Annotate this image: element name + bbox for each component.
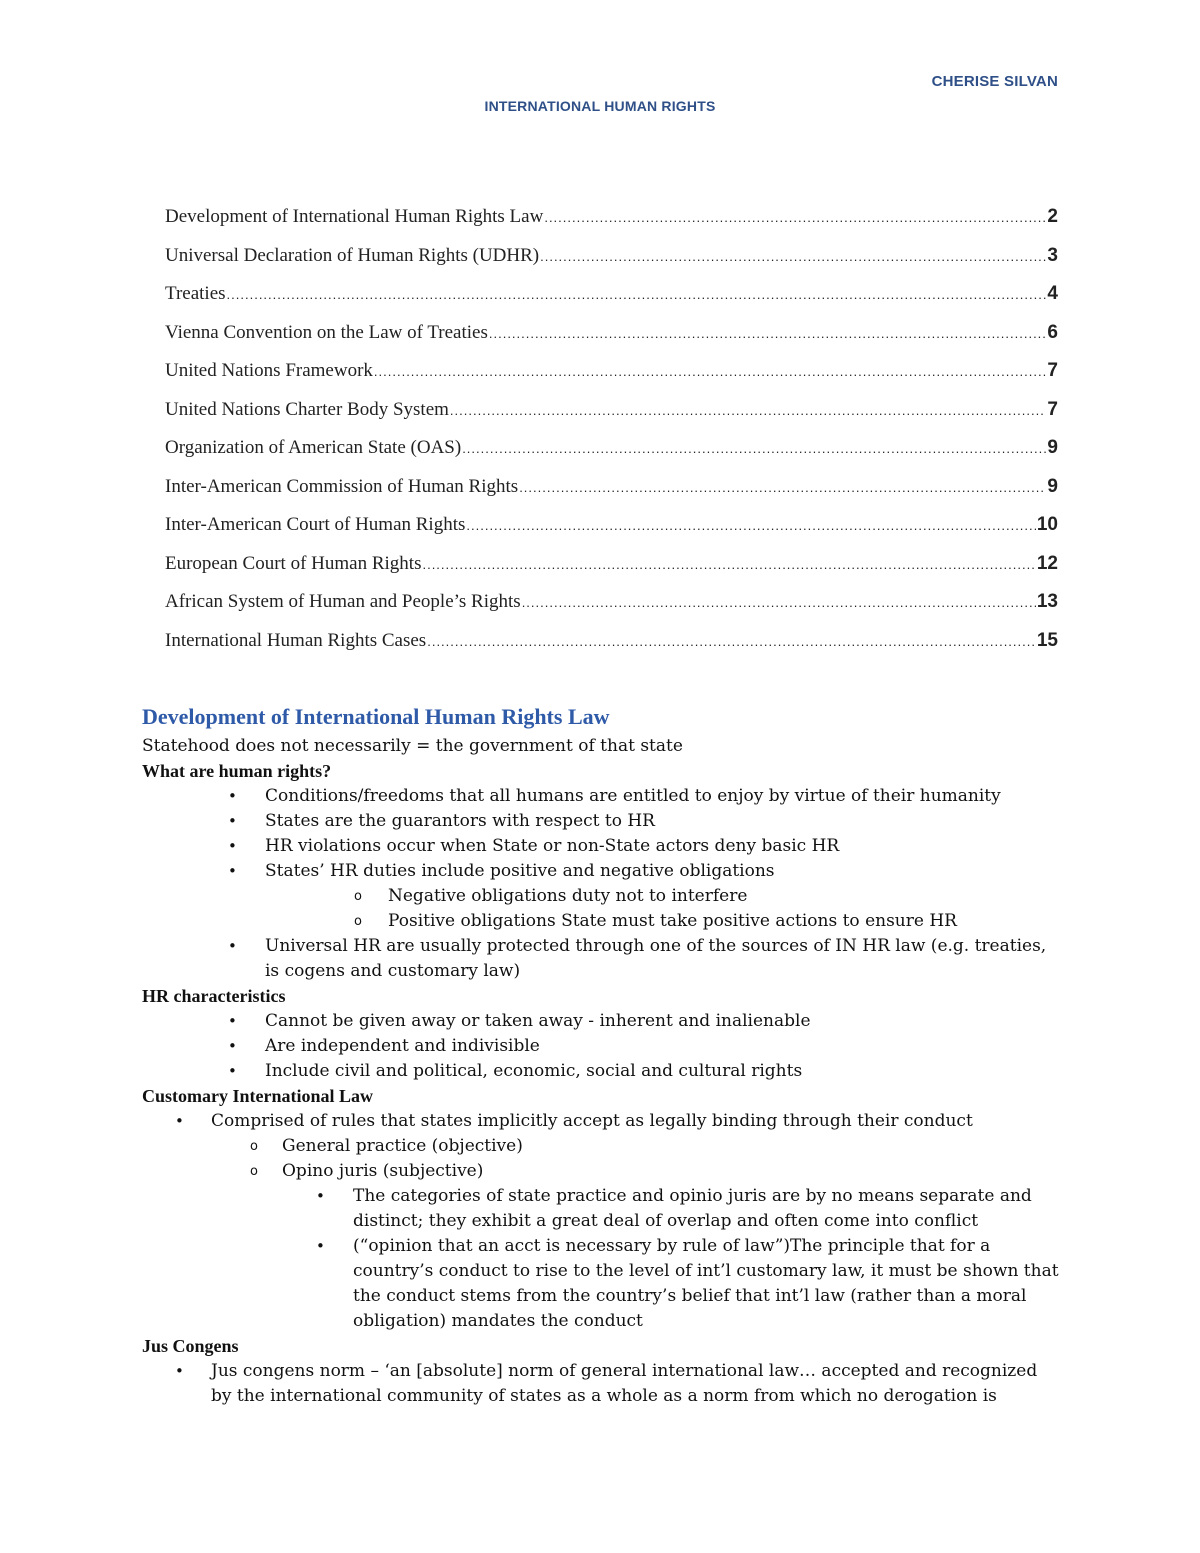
list-item [142, 1109, 1062, 1134]
section-body [142, 700, 1062, 1409]
toc-entry[interactable] [165, 553, 1058, 592]
bullet-icon: • [316, 1187, 325, 1205]
list-item [142, 1009, 1062, 1034]
toc-entry-title: Treaties [165, 283, 226, 304]
list-item-text: Are independent and indivisible [265, 1036, 540, 1056]
list-item-text: Cannot be given away or taken away - inherent and inalienable [265, 1011, 811, 1031]
toc-entry[interactable] [165, 476, 1058, 515]
toc-entry-title: United Nations Framework [165, 360, 373, 381]
bullet-icon: • [228, 1012, 237, 1030]
toc-entry[interactable] [165, 437, 1058, 476]
header-title: INTERNATIONAL HUMAN RIGHTS [484, 98, 716, 114]
list-item [142, 1359, 1062, 1409]
circle-bullet-icon: o [250, 1139, 258, 1154]
toc-entry-title: International Human Rights Cases [165, 629, 427, 651]
list-item [142, 884, 1062, 909]
bullet-icon: • [228, 862, 237, 880]
toc-entry-page: 15 [1036, 629, 1058, 651]
toc-entry-page: 9 [1047, 475, 1058, 497]
toc-leader [227, 287, 1047, 302]
subheading-human-rights: What are human rights? [142, 761, 332, 781]
bullet-icon: • [175, 1362, 184, 1380]
table-of-contents [165, 206, 1058, 668]
toc-entry-page: 7 [1047, 360, 1058, 381]
list-item [142, 909, 1062, 934]
toc-entry-title: United Nations Charter Body System [165, 398, 449, 420]
list-item-text: States’ HR duties include positive and negative obligations [265, 861, 775, 881]
bullet-icon: • [228, 937, 237, 955]
bullet-icon: • [228, 837, 237, 855]
toc-entry-title: Development of International Human Rights Law [165, 206, 544, 227]
subheading-hr-characteristics: HR characteristics [142, 986, 286, 1006]
list-item [142, 1059, 1062, 1084]
toc-entry-title: African System of Human and People’s Rights [165, 591, 521, 612]
list-item [142, 1234, 1062, 1334]
bullet-icon: • [228, 812, 237, 830]
list-item-text: The categories of state practice and opinio juris are by no means separate and distinct; they exhibit a great deal of overlap and often come into conflict [353, 1186, 1032, 1231]
toc-entry-title: Universal Declaration of Human Rights (UDHR) [165, 244, 540, 266]
toc-entry[interactable] [165, 322, 1058, 361]
subheading-customary-law: Customary International Law [142, 1086, 374, 1106]
list-item-text: (“opinion that an acct is necessary by rule of law”)The principle that for a country’s conduct to rise to the level of int’l customary law, it must be shown that the conduct stems from the country’s belief that int’l law (rather than a moral obligation) mandates the conduct [353, 1236, 1059, 1331]
toc-entry[interactable] [165, 245, 1058, 284]
list-item [142, 784, 1062, 809]
circle-bullet-icon: o [354, 889, 362, 904]
toc-entry[interactable] [165, 630, 1058, 669]
list-item [142, 1159, 1062, 1184]
circle-bullet-icon: o [354, 914, 362, 929]
bullet-icon: • [228, 1062, 237, 1080]
toc-entry-page: 3 [1047, 244, 1058, 266]
toc-entry-title: European Court of Human Rights [165, 552, 422, 574]
toc-leader [450, 403, 1047, 418]
list-item [142, 834, 1062, 859]
toc-entry[interactable] [165, 360, 1058, 399]
list-item-text: HR violations occur when State or non-State actors deny basic HR [265, 836, 840, 856]
list-item [142, 859, 1062, 884]
toc-leader [544, 210, 1046, 225]
bullet-list [142, 784, 1062, 984]
toc-entry[interactable] [165, 206, 1058, 245]
bullet-icon: • [228, 1037, 237, 1055]
list-item-text: Include civil and political, economic, social and cultural rights [265, 1061, 803, 1081]
toc-leader [462, 441, 1046, 456]
toc-leader [374, 364, 1047, 379]
toc-entry-page: 12 [1036, 552, 1058, 574]
toc-leader [422, 557, 1035, 572]
list-item-text: Opino juris (subjective) [282, 1161, 484, 1181]
toc-entry[interactable] [165, 399, 1058, 438]
toc-entry-title: Inter-American Court of Human Rights [165, 514, 466, 535]
list-item-text: Conditions/freedoms that all humans are entitled to enjoy by virtue of their humanity [265, 786, 1001, 806]
toc-entry[interactable] [165, 283, 1058, 322]
bullet-icon: • [175, 1112, 184, 1130]
circle-bullet-icon: o [250, 1164, 258, 1179]
toc-entry-title: Vienna Convention on the Law of Treaties [165, 321, 488, 343]
list-item-text: Comprised of rules that states implicitly accept as legally binding through their conduct [211, 1111, 973, 1131]
toc-leader [489, 326, 1047, 341]
list-item [142, 934, 1062, 984]
toc-leader [522, 595, 1036, 610]
toc-leader [540, 249, 1046, 264]
list-item-text: States are the guarantors with respect to HR [265, 811, 655, 831]
toc-entry-page: 4 [1047, 283, 1058, 304]
section-heading: Development of International Human Rights Law [142, 704, 610, 729]
toc-leader [427, 634, 1036, 649]
toc-entry-page: 9 [1047, 437, 1058, 458]
list-item [142, 1134, 1062, 1159]
header-author: CHERISE SILVAN [931, 73, 1058, 90]
toc-entry[interactable] [165, 514, 1058, 553]
toc-leader [519, 480, 1046, 495]
toc-entry-page: 2 [1047, 206, 1058, 227]
list-item-text: Positive obligations State must take positive actions to ensure HR [388, 911, 957, 931]
toc-entry-title: Inter-American Commission of Human Rights [165, 475, 519, 497]
list-item [142, 809, 1062, 834]
toc-entry-page: 6 [1047, 321, 1058, 343]
toc-entry-page: 10 [1036, 514, 1058, 535]
list-item [142, 1034, 1062, 1059]
toc-entry[interactable] [165, 591, 1058, 630]
list-item-text: General practice (objective) [282, 1136, 523, 1156]
toc-entry-page: 13 [1036, 591, 1058, 612]
list-item-text: Jus congens norm – ‘an [absolute] norm of general international law… accepted and recognized by the international community of states as a whole as a norm from which no derogation is [211, 1361, 1038, 1406]
bullet-list [142, 1359, 1062, 1409]
intro-paragraph: Statehood does not necessarily = the government of that state [142, 736, 683, 756]
list-item-text: Universal HR are usually protected through one of the sources of IN HR law (e.g. treaties, is cogens and customary law) [265, 936, 1047, 981]
list-item-text: Negative obligations duty not to interfere [388, 886, 748, 906]
bullet-list [142, 1109, 1062, 1334]
toc-entry-page: 7 [1047, 398, 1058, 420]
bullet-icon: • [316, 1237, 325, 1255]
bullet-icon: • [228, 787, 237, 805]
toc-leader [466, 518, 1035, 533]
list-item [142, 1184, 1062, 1234]
toc-entry-title: Organization of American State (OAS) [165, 437, 462, 458]
bullet-list [142, 1009, 1062, 1084]
subheading-jus-congens: Jus Congens [142, 1336, 239, 1356]
